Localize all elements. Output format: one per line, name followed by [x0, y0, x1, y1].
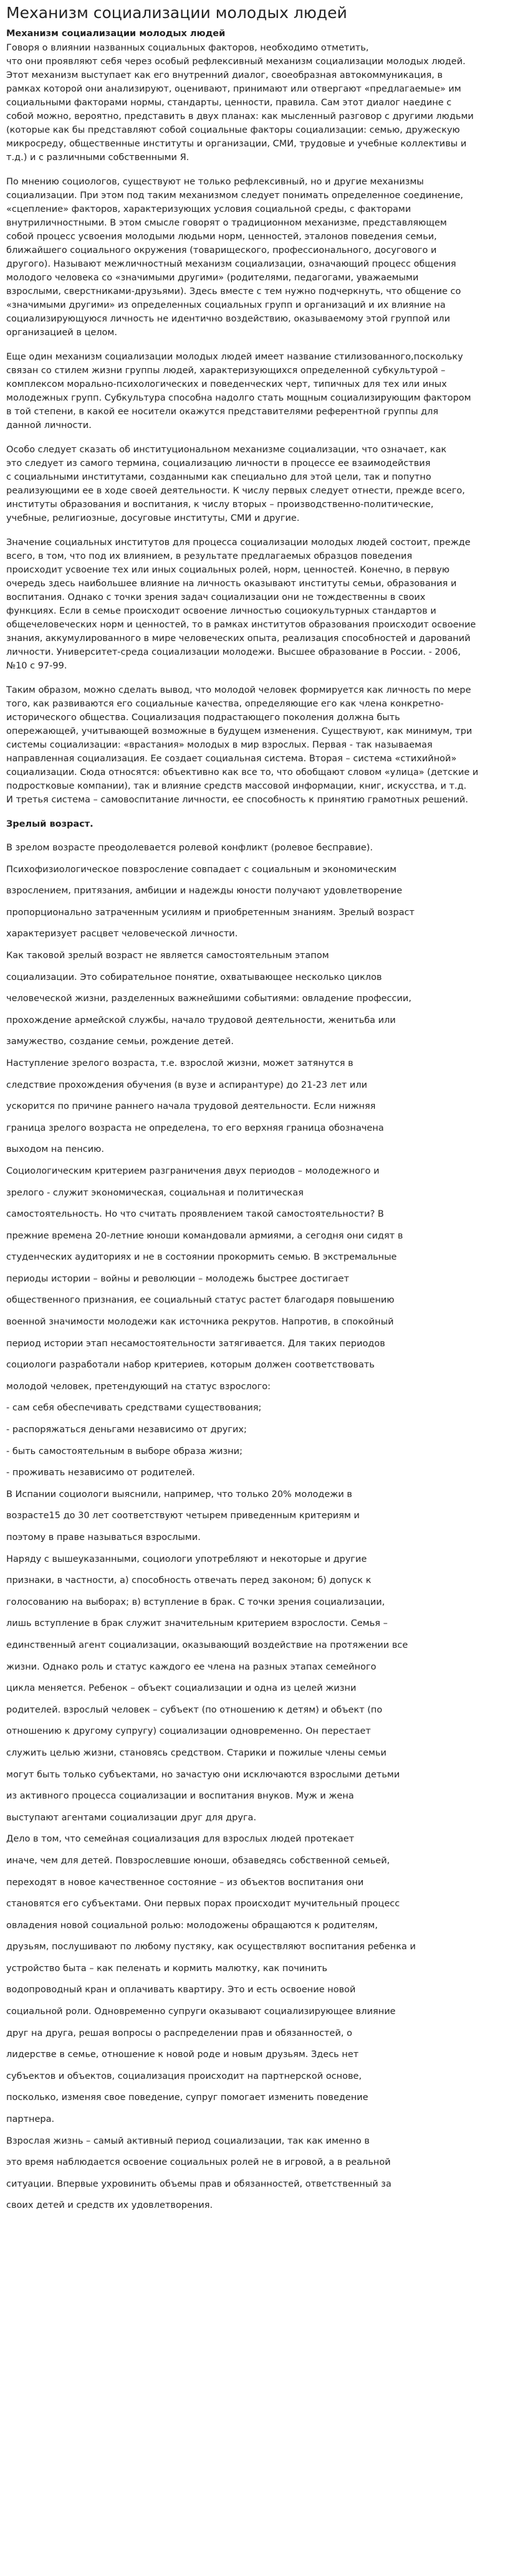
paragraph: Таким образом, можно сделать вывод, что молодой человек формируется как личность по мере того, как развиваются его социальные качества, определяющие его как члена конкретно- исторического общества. Социализация подрастающего поколения должна быть опережающей, учитывающей возможные в будущем изменения. Существуют, как минимум, три системы социализации: «врастания» молодых в мир взрослых. Первая - так называемая направленная социализация. Ее создает социальная система. Вторая – система «стихийной» социализации. Сюда относятся: объективно как все то, что обобщают словом «улица» (детские и подростковые компании), так и влияние средств массовой информации, книг, искусства, и т.д. И третья система – самовоспитание личности, ее способность к принятию грамотных решений.: [6, 685, 479, 805]
paragraph: Значение социальных институтов для процесса социализации молодых людей состоит, прежде всего, в том, что под их влиянием, в результате предлагаемых образцов поведения происходит усвоение тех или иных социальных ролей, норм, ценностей. Конечно, в первую очередь здесь наибольшее влияние на личность оказывают институты семьи, образования и воспитания. Однако с точки зрения задач социализации они не тождественны в своих функциях. Если в семье происходит освоение личностью социокультурных стандартов и общечеловеческих норм и ценностей, то в рамках институтов образования происходит освоение знания, аккумулированного в мире человеческих опыта, реализация способностей и дарований личности. Университет-среда социализации молодежи. Высшее образование в России. - 2006, №10 с 97-99.: [6, 538, 476, 671]
paragraph: В зрелом возрасте преодолевается ролевой конфликт (ролевое бесправие). Психофизиологическое повзросление совпадает с социальным и экономическим взрослением, притязания, амбиции и надежды юности получают удовлетворение пропорционально затраченным усилиям и приобретенным знаниям. Зрелый возраст характеризует расцвет человеческой личности.: [6, 843, 415, 939]
section-2-heading: Зрелый возраст.: [6, 819, 94, 829]
paragraph: Социологическим критерием разграничения двух периодов – молодежного и зрелого - служит экономическая, социальная и политическая самостоятельность. Но что считать проявлением такой самостоятельности? В прежние времена 20-летние юноши командовали армиями, а сегодня они сидят в студенческих аудиториях и не в состоянии прокормить семью. В экстремальные периоды истории – войны и революции – молодежь быстрее достигает общественного признания, ее социальный статус растет благодаря повышению военной значимости молодежи как источника рекрутов. Напротив, в спокойный период истории этап несамостоятельности затягивается. Для таких периодов социологи разработали набор критериев, которым должен соответствовать молодой человек, претендующий на статус взрослого:: [6, 1166, 403, 1392]
paragraph: Как таковой зрелый возраст не является самостоятельным этапом социализации. Это собирательное понятие, охватывающее несколько циклов человеческой жизни, разделенных важнейшими событиями: овладение профессии, прохождение армейской службы, начало трудовой деятельности, женитьба или замужество, создание семьи, рождение детей.: [6, 950, 411, 1047]
paragraph: В Испании социологи выяснили, например, что только 20% молодежи в возрасте15 до 30 лет соответствуют четырем приведенным критериям и поэтому в праве называться взрослыми.: [6, 1489, 360, 1542]
paragraph: Взрослая жизнь – самый активный период социализации, так как именно в это время наблюдается освоение социальных ролей не в игровой, а в реальной ситуации. Впервые ухровинить объемы прав и обязанностей, ответственный за своих детей и средств их удовлетворения.: [6, 2136, 391, 2211]
paragraph: Говоря о влиянии названных социальных факторов, необходимо отметить, что они проявляют себя через особый рефлексивный механизм социализации молодых людей. Этот механизм выступает как его внутренний диалог, своеобразная автокоммуникация, в рамках которой они анализируют, оценивают, принимают или отвергают «предлагаемые» им социальными факторами нормы, стандарты, ценности, правила. Сам этот диалог наедине с собой можно, вероятно, представить в двух планах: как мысленный разговор с другими людьми (которые как бы представляют собой социальные факторы социализации: семью, дружескую микросреду, общественные институты и организации, СМИ, трудовые и учебные коллективы и т.д.) и с различными собственными Я.: [6, 43, 474, 163]
section-2-body: [6, 837, 522, 2217]
list-item: - быть самостоятельным в выборе образа жизни;: [6, 1446, 242, 1457]
list-item: - проживать независимо от родителей.: [6, 1468, 195, 1478]
section-1-body: [6, 41, 522, 807]
page-title: Механизм социализации молодых людей: [6, 4, 347, 22]
paragraph: Особо следует сказать об институциональном механизме социализации, что означает, как это следует из самого термина, социализацию личности в процессе ее взаимодействия с социальными институтами, созданными как специально для этой цели, так и попутно реализующими ее в ходе своей деятельности. К числу первых следует отнести, прежде всего, институты образования и воспитания, к числу вторых – производственно-политические, учебные, религиозные, досуговые институты, СМИ и другие.: [6, 445, 465, 523]
paragraph: Наступление зрелого возраста, т.е. взрослой жизни, может затянутся в следствие прохождения обучения (в вузе и аспирантуре) до 21-23 лет или ускорится по причине раннего начала трудовой деятельности. Если нижняя граница зрелого возраста не определена, то его верхняя граница обозначена выходом на пенсию.: [6, 1058, 384, 1155]
paragraph: Дело в том, что семейная социализация для взрослых людей протекает иначе, чем для детей. Повзрослевшие юноши, обзаведясь собственной семьей, переходят в новое качественное состояние – из объектов воспитания они становятся его субъектами. Они первых порах происходит мучительный процесс овладения новой социальной ролью: молодожены обращаются к родителям, друзьям, послушивают по любому пустяку, как осуществляют воспитания ребенка и устройство быта – как пеленать и кормить малютку, как починить водопроводный кран и оплачивать квартиру. Это и есть освоение новой социальной роли. Одновременно супруги оказывают социализирующее влияние друг на друга, решая вопросы о распределении прав и обязанностей, о лидерстве в семье, отношение к новой роде и новым друзьям. Здесь нет субъектов и объектов, социализация происходит на партнерской основе, посколько, изменяя свое поведение, супруг помогает изменить поведение партнера.: [6, 1834, 416, 2125]
section-subtitle: Механизм социализации молодых людей: [6, 29, 226, 39]
paragraph: Наряду с вышеуказанными, социологи употребляют и некоторые и другие признаки, в частности, а) способность отвечать перед законом; б) допуск к голосованию на выборах; в) вступление в брак. С точки зрения социализации, лишь вступление в брак служит значительным критерием взрослости. Семья – единственный агент социализации, оказывающий воздействие на протяжении все жизни. Однако роль и статус каждого ее члена на разных этапах семейного цикла меняется. Ребенок – объект социализации и одна из целей жизни родителей. взрослый человек – субъект (по отношению к детям) и объект (по отношению к другому супругу) социализации одновременно. Он перестает служить целью жизни, становясь средством. Старики и пожилые члены семьи могут быть только субъектами, но зачастую они исключаются взрослыми детьми из активного процесса социализации и воспитания внуков. Муж и жена выступают агентами социализации друг для друга.: [6, 1554, 408, 1823]
paragraph: Еще один механизм социализации молодых людей имеет название стилизованного,поскольку связан со стилем жизни группы людей, характеризующихся определенной субкультурой – комплексом морально-психологических и поведенческих черт, типичных для тех или иных молодежных групп. Субкультура способна надолго стать мощным социализирующим фактором в той степени, в какой ее носители окажутся представителями референтной группы для данной личности.: [6, 352, 471, 430]
list-item: - распоряжаться деньгами независимо от других;: [6, 1425, 247, 1435]
list-item: - сам себя обеспечивать средствами существования;: [6, 1403, 262, 1414]
paragraph: По мнению социологов, существуют не только рефлексивный, но и другие механизмы социализации. При этом под таким механизмом следует понимать определенное соединение, «сцепление» факторов, характеризующих условия социальной среды, с факторами внутриличностными. В этом смысле говорят о традиционном механизме, представляющем собой процесс усвоения молодыми людьми норм, ценностей, эталонов поведения семьи, ближайшего социального окружения (товарищеского, профессионального, досугового и другого). Называют межличностный механизм социализации, означающий процесс общения молодого человека со «значимыми другими» (родителями, педагогами, уважаемыми взрослыми, сверстниками-друзьями). Здесь вместе с тем нужно подчеркнуть, что общение со «значимыми другими» из определенных социальных групп и организаций и их влияние на социализирующуюся личность не идентично воздействию, оказываемому этой группой или организацией в целом.: [6, 177, 464, 338]
